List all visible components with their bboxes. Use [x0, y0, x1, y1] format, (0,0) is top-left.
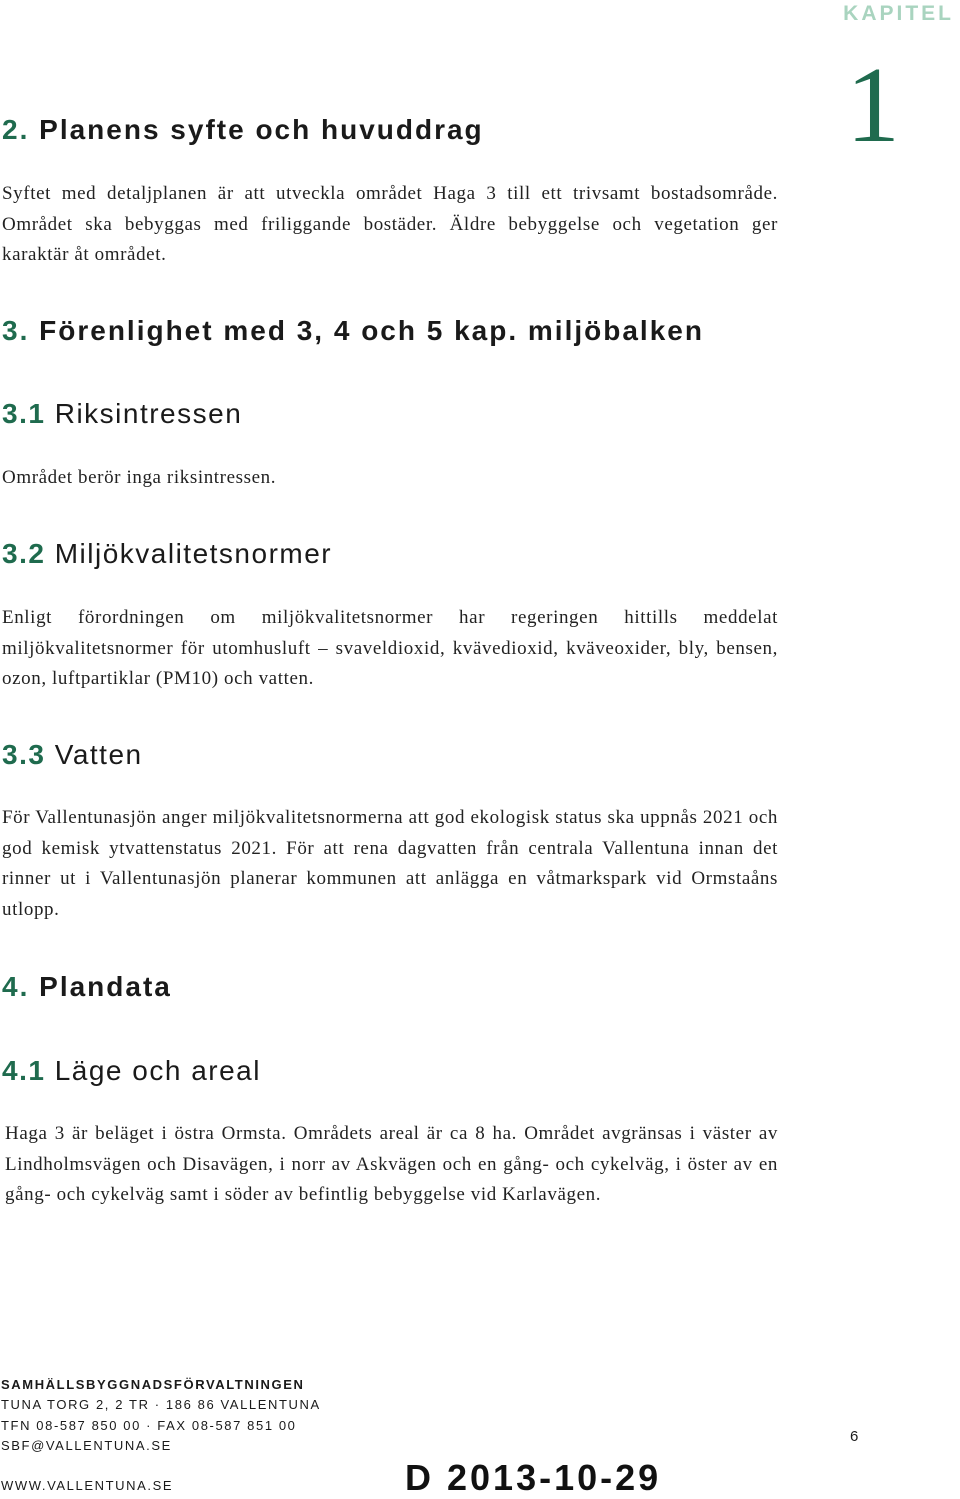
section-number: 4.1 [2, 1055, 46, 1086]
footer-website: WWW.VALLENTUNA.SE [1, 1478, 174, 1493]
section-title: Plandata [39, 971, 172, 1002]
footer-email: SBF@VALLENTUNA.SE [1, 1438, 172, 1453]
heading-section-4-1 [2, 1055, 261, 1087]
paragraph-section-2: Syftet med detaljplanen är att utveckla området Haga 3 till ett trivsamt bostadsområde. Området ska bebyggas med friliggande bostäder. Äldre bebyggelse och vegetation ger karaktär åt området. [2, 183, 778, 265]
section-title: Läge och areal [54, 1055, 261, 1086]
heading-section-3-3 [2, 739, 143, 771]
section-number: 4. [2, 971, 30, 1002]
section-number: 3.1 [2, 398, 46, 429]
footer-address: TUNA TORG 2, 2 TR · 186 86 VALLENTUNA [1, 1397, 321, 1412]
section-title: Miljökvalitetsnormer [54, 538, 333, 569]
document-date-code: D 2013-10-29 [405, 1457, 662, 1498]
footer-phone: TFN 08-587 850 00 · FAX 08-587 851 00 [1, 1418, 297, 1433]
section-title: Förenlighet med 3, 4 och 5 kap. miljöbalken [39, 315, 704, 346]
paragraph-section-4-1: Haga 3 är beläget i östra Ormsta. Områdets areal är ca 8 ha. Området avgränsas i väster av Lindholmsvägen och Disavägen, i norr av Askvägen och en gång- och cykelväg, i öster av en gång- och cykelväg samt i söder av befintlig bebyggelse vid Karlavägen. [5, 1123, 778, 1205]
section-title: Planens syfte och huvuddrag [39, 114, 484, 145]
heading-section-3-1 [2, 398, 242, 430]
heading-section-4 [2, 971, 172, 1003]
paragraph-section-3-1: Området berör inga riksintressen. [2, 467, 277, 488]
section-number: 2. [2, 114, 30, 145]
heading-section-3-2 [2, 538, 332, 570]
heading-section-3 [2, 315, 704, 347]
section-number: 3.3 [2, 739, 46, 770]
paragraph-section-3-3: För Vallentunasjön anger miljökvalitetsnormerna att god ekologisk status ska uppnås 2021 och god kemisk ytvattenstatus 2021. För att rena dagvatten från centrala Vallentuna innan det rinner ut i Vallentunasjön planerar kommunen att anlägga en våtmarkspark vid Ormstaåns utlopp. [2, 807, 778, 920]
page-number: 6 [850, 1428, 859, 1445]
chapter-number: 1 [846, 46, 900, 165]
paragraph-section-3-2: Enligt förordningen om miljökvalitetsnormer har regeringen hittills meddelat miljökvalitetsnormer för utomhusluft – svaveldioxid, kvävedioxid, kväveoxider, bly, bensen, ozon, luftpartiklar (PM10) och vatten. [2, 607, 778, 689]
section-title: Vatten [54, 739, 143, 770]
chapter-label: KAPITEL [843, 2, 954, 25]
footer-organization: SAMHÄLLSBYGGNADSFÖRVALTNINGEN [1, 1377, 305, 1392]
section-title: Riksintressen [54, 398, 243, 429]
heading-section-2 [2, 114, 484, 146]
section-number: 3.2 [2, 538, 46, 569]
section-number: 3. [2, 315, 30, 346]
